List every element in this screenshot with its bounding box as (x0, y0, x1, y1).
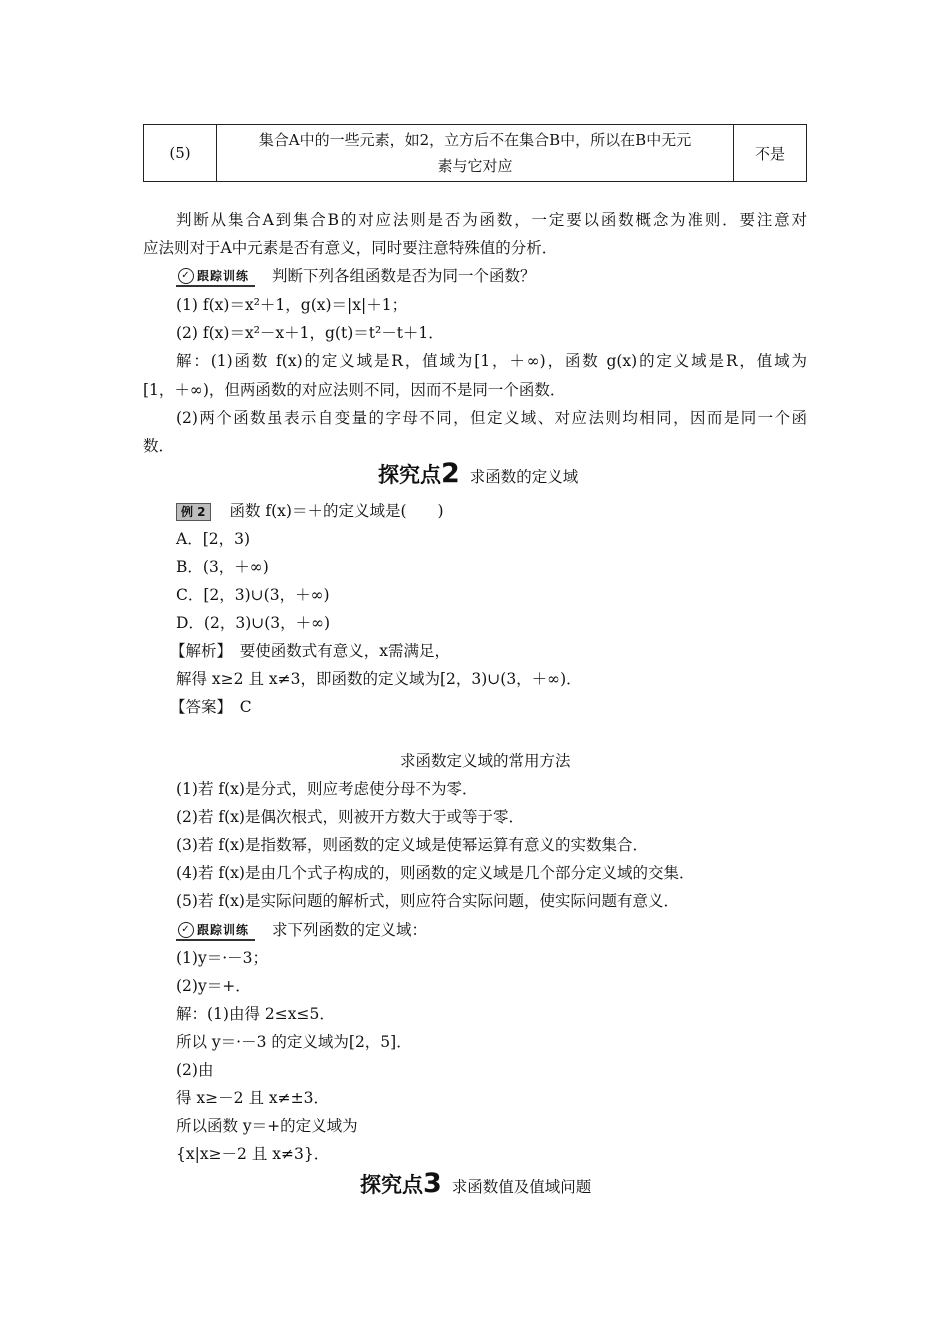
example-2-answer: 【答案】 C (170, 698, 252, 716)
example-2-question: 函数 f(x)＝＋的定义域是( ) (229, 502, 444, 520)
row-description-cell (217, 125, 734, 182)
example-2-question-line (176, 501, 444, 521)
track2-prompt: 求下列函数的定义域： (271, 921, 427, 939)
section-3-heading (360, 1168, 591, 1199)
track-training-badge (176, 922, 255, 941)
track1-solution-line-1: 解：(1)函数 f(x)的定义域是R，值域为[1，＋∞)，函数 g(x)的定义域是R，值域为 (176, 352, 807, 370)
example-badge: 例 2 (176, 503, 211, 521)
track2-line-2: (2)y＝+． (176, 977, 251, 995)
classification-table (143, 124, 807, 182)
example-2-analysis: 【解析】 要使函数式有意义，x需满足， (170, 642, 450, 660)
track1-solution-line-4: 数． (143, 437, 175, 455)
track-training-label: 跟踪训练 (197, 269, 250, 283)
track-training-1 (176, 266, 535, 287)
track1-item-1: (1) f(x)＝x²＋1，g(x)＝|x|＋1； (176, 296, 408, 314)
track1-prompt: 判断下列各组函数是否为同一个函数？ (271, 267, 536, 285)
method-item-3: (3)若 f(x)是指数幂，则函数的定义域是使幂运算有意义的实数集合． (176, 836, 648, 854)
track1-solution-line-3: (2)两个函数虽表示自变量的字母不同，但定义域、对应法则均相同，因而是同一个函 (176, 409, 807, 427)
example-2-option-a: A．[2，3) (176, 530, 251, 548)
section-2-title: 求函数的定义域 (469, 468, 579, 486)
method-item-4: (4)若 f(x)是由几个式子构成的，则函数的定义域是几个部分定义域的交集． (176, 864, 695, 882)
note-line-1: 判断从集合A到集合B的对应法则是否为函数，一定要以函数概念为准则．要注意对 (176, 211, 807, 229)
row-result-cell: 不是 (734, 125, 807, 182)
method-title: 求函数定义域的常用方法 (400, 752, 571, 770)
track2-line-4: 所以 y＝·－3 的定义域为[2，5]． (176, 1033, 412, 1051)
track2-line-1: (1)y＝·－3； (176, 949, 269, 967)
check-icon: ✓ (178, 922, 194, 938)
track1-solution-line-2: [1，＋∞)，但两函数的对应法则不同，因而不是同一个函数． (143, 381, 566, 399)
track-training-2 (176, 920, 427, 941)
method-item-5: (5)若 f(x)是实际问题的解析式，则应符合实际问题，使实际问题有意义． (176, 892, 679, 910)
row-description-line1: 集合A中的一些元素，如2，立方后不在集合B中，所以在B中无元 (258, 131, 692, 149)
section-3-title: 求函数值及值域问题 (451, 1178, 592, 1196)
section-3-number: 3 (423, 1168, 442, 1199)
example-2-option-b: B．(3，＋∞) (176, 558, 269, 576)
check-icon: ✓ (178, 268, 194, 284)
section-3-label: 探究点 (360, 1173, 423, 1197)
track-training-label: 跟踪训练 (197, 923, 250, 937)
method-item-1: (1)若 f(x)是分式，则应考虑使分母不为零． (176, 780, 478, 798)
row-description-line2: 素与它对应 (437, 157, 513, 175)
section-2-heading (378, 458, 578, 489)
track2-line-7: 所以函数 y＝+的定义域为 (176, 1117, 358, 1135)
example-2-option-c: C．[2，3)∪(3，＋∞) (176, 586, 330, 604)
track2-line-6: 得 x≥－2 且 x≠±3． (176, 1089, 329, 1107)
row-index-cell: (5) (144, 125, 217, 182)
track2-line-8: {x|x≥－2 且 x≠3}． (176, 1145, 330, 1163)
method-item-2: (2)若 f(x)是偶次根式，则被开方数大于或等于零． (176, 808, 524, 826)
track2-line-3: 解：(1)由得 2≤x≤5． (176, 1005, 335, 1023)
example-2-option-d: D．(2，3)∪(3，＋∞) (176, 614, 331, 632)
section-2-number: 2 (441, 458, 460, 489)
section-2-label: 探究点 (378, 463, 441, 487)
note-line-2: 应法则对于A中元素是否有意义，同时要注意特殊值的分析． (143, 239, 558, 257)
track-training-badge (176, 268, 255, 287)
table-row (144, 125, 807, 182)
example-2-solve: 解得 x≥2 且 x≠3，即函数的定义域为[2，3)∪(3，＋∞)． (176, 670, 582, 688)
track2-line-5: (2)由 (176, 1061, 214, 1079)
track1-item-2: (2) f(x)＝x²－x＋1，g(t)＝t²－t＋1． (176, 324, 444, 342)
